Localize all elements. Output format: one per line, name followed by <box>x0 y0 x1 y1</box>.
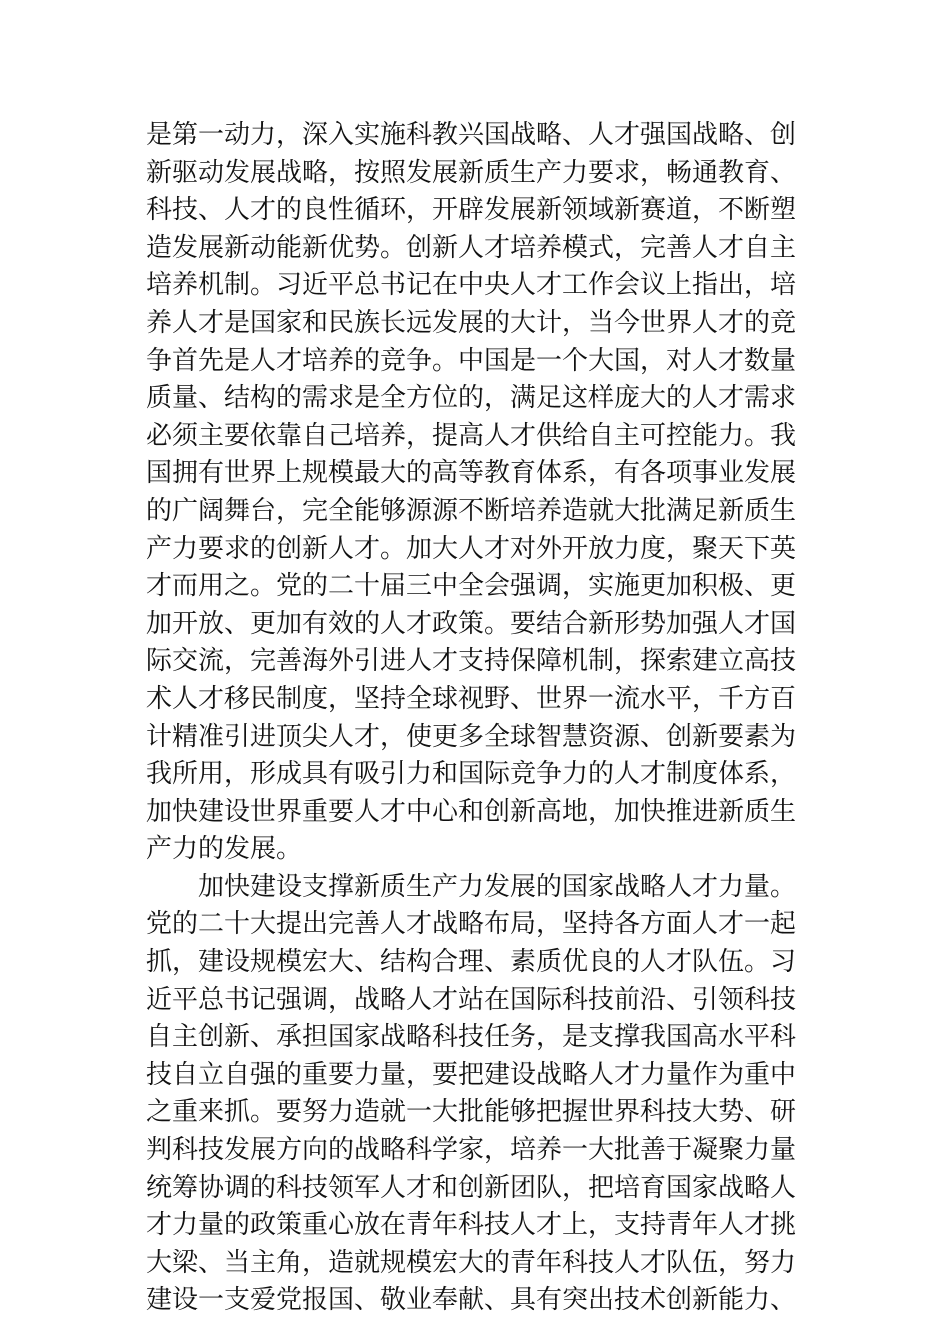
text-line: 党的二十大提出完善人才战略布局，坚持各方面人才一起 <box>146 909 797 940</box>
body-text <box>146 117 808 1320</box>
text-line: 培养机制。习近平总书记在中央人才工作会议上指出，培 <box>146 270 797 301</box>
text-line: 统筹协调的科技领军人才和创新团队，把培育国家战略人 <box>146 1172 797 1203</box>
text-line: 建设一支爱党报国、敬业奉献、具有突出技术创新能力、 <box>146 1285 797 1316</box>
text-line: 新驱动发展战略，按照发展新质生产力要求，畅通教育、 <box>146 157 797 188</box>
text-line: 加开放、更加有效的人才政策。要结合新形势加强人才国 <box>146 608 797 639</box>
text-line: 科技、人才的良性循环，开辟发展新领域新赛道，不断塑 <box>146 195 797 226</box>
text-line: 才力量的政策重心放在青年科技人才上，支持青年人才挑 <box>146 1210 797 1241</box>
paragraph <box>146 117 808 869</box>
text-line: 近平总书记强调，战略人才站在国际科技前沿、引领科技 <box>146 984 797 1015</box>
text-line: 产力要求的创新人才。加大人才对外开放力度，聚天下英 <box>146 533 797 564</box>
text-line: 我所用，形成具有吸引力和国际竞争力的人才制度体系， <box>146 759 797 790</box>
text-line: 的广阔舞台，完全能够源源不断培养造就大批满足新质生 <box>146 495 797 526</box>
text-line: 大梁、当主角，造就规模宏大的青年科技人才队伍，努力 <box>146 1247 797 1278</box>
text-line: 抓，建设规模宏大、结构合理、素质优良的人才队伍。习 <box>146 947 797 978</box>
text-line: 计精准引进顶尖人才，使更多全球智慧资源、创新要素为 <box>146 721 797 752</box>
text-line: 加快建设世界重要人才中心和创新高地，加快推进新质生 <box>146 796 797 827</box>
text-line: 争首先是人才培养的竞争。中国是一个大国，对人才数量 <box>146 345 797 376</box>
text-line: 自主创新、承担国家战略科技任务，是支撑我国高水平科 <box>146 1022 797 1053</box>
paragraph <box>146 869 808 1320</box>
text-line: 加快建设支撑新质生产力发展的国家战略人才力量。 <box>198 871 797 902</box>
text-line: 才而用之。党的二十届三中全会强调，实施更加积极、更 <box>146 571 797 602</box>
text-line: 际交流，完善海外引进人才支持保障机制，探索建立高技 <box>146 646 797 677</box>
text-line: 判科技发展方向的战略科学家，培养一大批善于凝聚力量 <box>146 1135 797 1166</box>
text-line: 养人才是国家和民族长远发展的大计，当今世界人才的竞 <box>146 307 797 338</box>
text-line: 技自立自强的重要力量，要把建设战略人才力量作为重中 <box>146 1059 797 1090</box>
text-line: 之重来抓。要努力造就一大批能够把握世界科技大势、研 <box>146 1097 797 1128</box>
text-line: 造发展新动能新优势。创新人才培养模式，完善人才自主 <box>146 232 797 263</box>
text-line: 质量、结构的需求是全方位的，满足这样庞大的人才需求 <box>146 383 797 414</box>
text-line: 术人才移民制度，坚持全球视野、世界一流水平，千方百 <box>146 683 797 714</box>
text-line: 必须主要依靠自己培养，提高人才供给自主可控能力。我 <box>146 420 797 451</box>
text-line: 产力的发展。 <box>146 834 303 865</box>
text-line: 是第一动力，深入实施科教兴国战略、人才强国战略、创 <box>146 120 797 150</box>
text-line: 国拥有世界上规模最大的高等教育体系，有各项事业发展 <box>146 458 797 489</box>
